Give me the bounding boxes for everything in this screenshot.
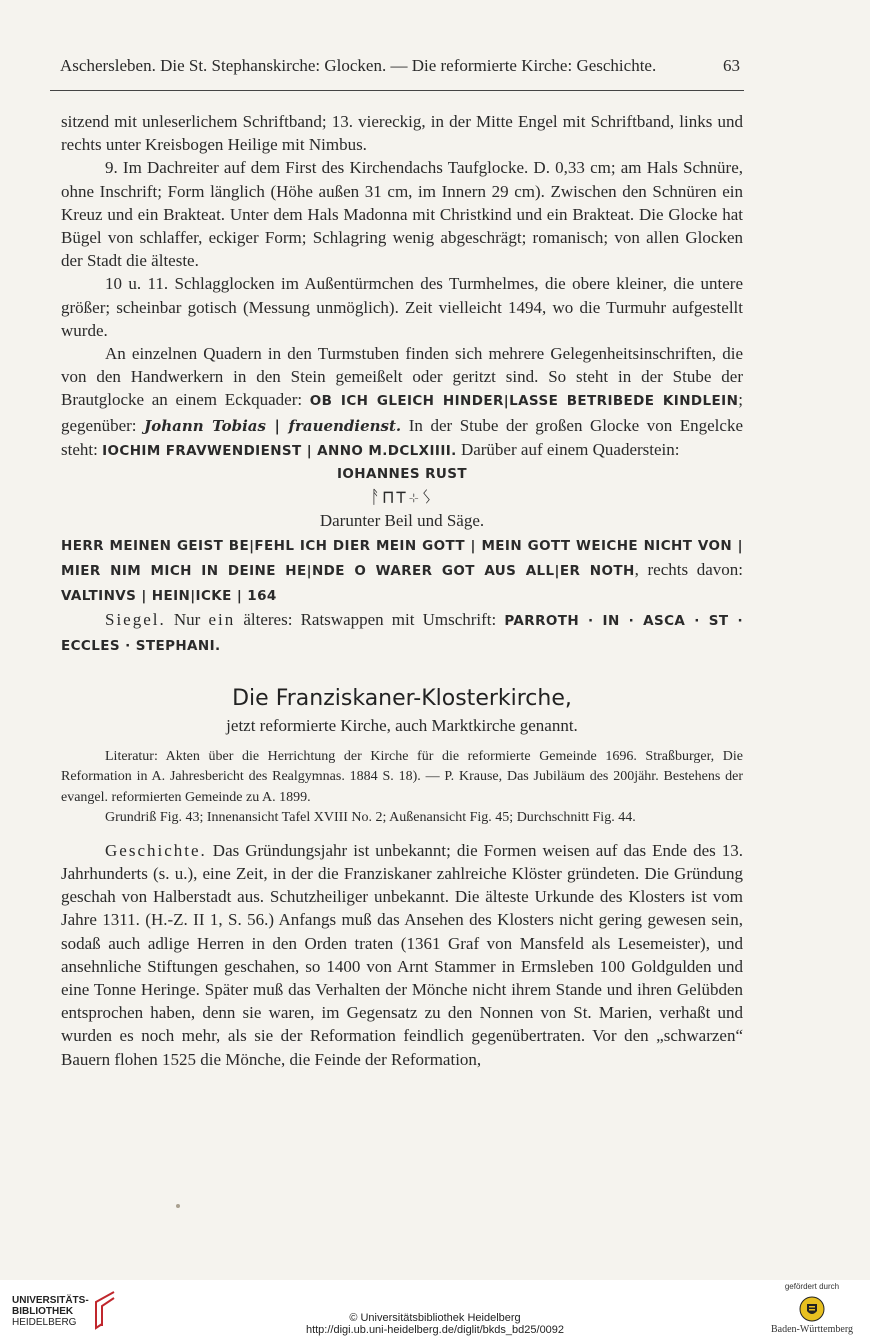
body-text — [61, 110, 743, 1071]
footer-bar — [0, 1280, 870, 1340]
sponsor-label: gefördert durch — [784, 1282, 840, 1291]
paragraph-inscriptions: An einzelnen Quadern in den Turmstuben finden sich mehrere Gelegenheitsinschriften, die von den Handwerkern in den Stein gemeißelt oder geritzt sind. So steht in der Stube der Brautglocke an einem Eckquader: OB ICH GLEICH HINDER|LASSE BETRIBEDE KINDLEIN; gegenüber: Johann Tobias | frauendienst. In der Stube der großen Glocke von Engelcke steht: IOCHIM FRAVWENDIENST | ANNO M.DCLXIIII. Darüber auf einem Quaderstein: — [61, 344, 744, 459]
copyright-notice: © Universitätsbibliothek Heidelberg http://digi.ub.uni-heidelberg.de/diglit/bkds_bd25/0092 — [0, 1312, 870, 1336]
inscription-johann-tobias: Johann Tobias | frauendienst. — [144, 416, 402, 435]
references — [61, 747, 743, 829]
permalink-url[interactable]: http://digi.ub.uni-heidelberg.de/diglit/bkds_bd25/0092 — [305, 1324, 565, 1336]
paragraph-bell-13: sitzend mit unleserlichem Schriftband; 13. viereckig, in der Mitte Engel mit Schriftband, links und rechts unter Kreisbogen Heilige mit Nimbus. — [61, 112, 743, 155]
paragraph-bell-9: 9. Im Dachreiter auf dem First des Kirchendachs Taufglocke. D. 0,33 cm; am Hals Schnüre, ohne Inschrift; Form länglich (Höhe außen 31 cm, im Innern 29 cm). Zwischen den Schnüren ein Kreuz und ein Brakteat. Unter dem Hals Madonna mit Christkind und ein Brakteat. Die Glocke hat Bügel von schlaffer, eckiger Form; Schlagring wenig abgeschrägt; romanisch; von allen Glocken der Stadt die älteste. — [61, 158, 743, 271]
sponsor-block — [766, 1282, 858, 1335]
plans-note: Grundriß Fig. 43; Innenansicht Tafel XVIII No. 2; Außenansicht Fig. 45; Durchschnitt Fig. 44. — [105, 810, 636, 826]
inscription-ob-ich: OB ICH GLEICH HINDER|LASSE BETRIBEDE KINDLEIN — [309, 393, 739, 410]
paper-speck — [176, 1204, 180, 1208]
inscription-iochim: IOCHIM FRAVWENDIENST | ANNO M.DCLXIIII. — [102, 442, 457, 459]
inscription-name: IOHANNES RUST — [337, 466, 467, 483]
paragraph-history: Geschichte. Das Gründungsjahr ist unbekannt; die Formen weisen auf das Ende des 13. Jahrhunderts (s. u.), eine Zeit, in der die Franziskaner zahlreiche Klöster gründeten. Die Gründung geschah von Halberstadt aus. Schutzheiliger unbekannt. Die älteste Urkunde des Klosters ist vom Jahre 1311. (H.-Z. II 1, S. 56.) Anfangs muß das Ansehen des Klosters nicht gering gewesen sein, sodaß auch adlige Herren in den Orden traten (1361 Graf von Mansfeld als Lesemeister), und ansehnliche Stiftungen geschahen, so 1400 von Arnt Stammer in Ermsleben 100 Goldgulden und eine Tonne Heringe. Später muß das Verhalten der Mönche nicht ihrem Stande und ihren Gelübden entsprochen haben, denn sie waren, im Gegensatz zu den Nonnen von St. Marien, verhaßt und wurden es noch mehr, als sie der Reformation feindlich gegenübertraten. Vor den „schwarzen“ Bauern flohen 1525 die Mönche, die Feinde der Reformation, — [61, 840, 743, 1069]
sponsor-name: Baden-Württemberg — [770, 1324, 853, 1335]
running-header — [60, 56, 740, 76]
library-logo-text[interactable]: UNIVERSITÄTS- BIBLIOTHEK HEIDELBERG — [12, 1295, 89, 1328]
page-number: 63 — [723, 56, 740, 75]
paragraph-seal: Siegel. Nur ein älteres: Ratswappen mit Umschrift: PARROTH · IN · ASCA · ST · ECCLES · STEPHANI. — [61, 610, 743, 655]
coat-of-arms-icon — [799, 1296, 825, 1322]
header-rule — [50, 90, 744, 91]
section-title: Die Franziskaner-Klosterkirche, — [232, 685, 572, 711]
paragraph-herr-inscription: HERR MEINEN GEIST BE|FEHL ICH DIER MEIN GOTT | MEIN GOTT WEICHE NICHT VON | MIER NIM MICH IN DEINE HE|NDE O WARER GOT AUS ALL|ER NOTH, rechts davon: VALTINVS | HEIN|ICKE | 164 — [61, 537, 743, 605]
section-subtitle: jetzt reformierte Kirche, auch Marktkirche genannt. — [226, 715, 578, 735]
paragraph-bells-10-11: 10 u. 11. Schlagglocken im Außentürmchen des Turmhelmes, die obere kleiner, die untere größer; scheinbar gotisch (Messung unmöglich). Zeit vielleicht 1494, wo die Turmuhr aufgestellt wurde. — [61, 274, 743, 340]
literature-note: Literatur: Akten über die Herrichtung der Kirche für die reformierte Gemeinde 1696. Straßburger, Die Reformation in A. Jahresbericht des Realgymnas. 1884 S. 18). — P. Krause, Das Jubiläum des 200jähr. Bestehens der evangel. reformierten Gemeinde zu A. 1899. — [61, 749, 743, 805]
mason-mark-symbols: ᚨ⊓⊤⊹ᛊ — [369, 487, 435, 509]
caption-beil-saege: Darunter Beil und Säge. — [319, 511, 485, 531]
running-title: Aschersleben. Die St. Stephanskirche: Glocken. — Die reformierte Kirche: Geschichte. — [60, 56, 657, 75]
